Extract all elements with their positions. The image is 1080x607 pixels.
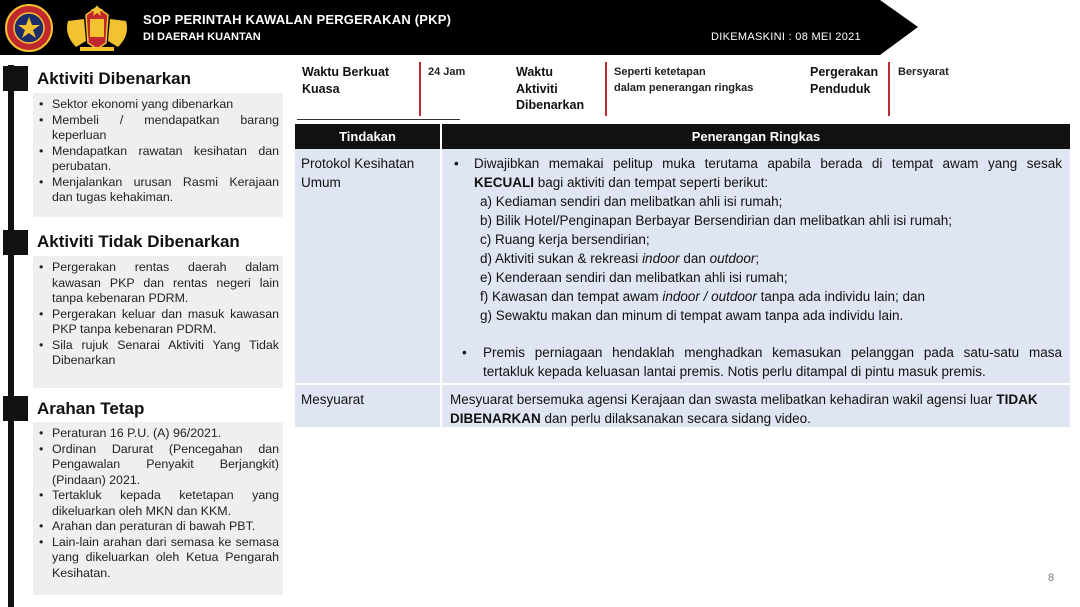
list-item: • Lain-lain arahan dari semasa ke semasa yang dikeluarkan oleh Ketua Pengarah Kesihatan. [39,535,279,582]
list-item: • Membeli / mendapatkan barang keperluan [39,113,279,144]
section-title-aktiviti-tidak-dibenarkan: Aktiviti Tidak Dibenarkan [33,232,240,252]
section-panel-aktiviti-dibenarkan [33,93,283,217]
list-item: • Sektor ekonomi yang dibenarkan [39,97,279,113]
bullet-premis-perniagaan: • Premis perniagaan hendaklah menghadkan kemasukan pelanggan pada satu-satu masa tertakluk kepada keluasan lantai premis. Notis perlu ditampal di pintu masuk premis. [450,343,1062,381]
list-item: • Arahan dan peraturan di bawah PBT. [39,519,279,535]
text-span: dan [679,251,710,266]
list-item: b) Bilik Hotel/Penginapan Berbayar Bersendirian dan melibatkan ahli isi rumah; [480,213,953,228]
text-span: ; [755,251,760,266]
table-row [295,149,1070,385]
column-header-penerangan: Penerangan Ringkas [691,129,821,144]
info-label-line: Dibenarkan [516,98,585,112]
list-item: e) Kenderaan sendiri dan melibatkan ahli isi rumah; [480,270,788,285]
sop-table [295,124,1070,429]
info-pergerakan-penduduk-label [810,64,878,97]
text-span: tanpa ada individu lain; dan [756,289,926,304]
cell-tindakan: Protokol Kesihatan Umum [295,149,442,383]
text-span: f) Kawasan dan tempat awam [480,289,663,304]
kecuali-emphasis: KECUALI [474,175,534,190]
text-span: bagi aktiviti dan tempat seperti berikut: [534,175,769,190]
timeline-marker [3,396,28,421]
info-label-line: Aktiviti [516,81,558,96]
tidak-dibenarkan-emphasis: TIDAK DIBENARKAN [450,392,1038,426]
list-item: • Tertakluk kepada ketetapan yang dikeluarkan oleh MKN dan KKM. [39,488,279,519]
section-panel-arahan-tetap [33,422,283,595]
text-span: dan perlu dilaksanakan secara sidang video. [540,411,811,426]
info-label-line: Waktu [516,65,554,79]
info-divider [605,62,607,116]
list-item: • Pergerakan keluar dan masuk kawasan PKP tanpa kebenaran PDRM. [39,307,279,338]
text-span: Mesyuarat bersemuka agensi Kerajaan dan swasta melibatkan kehadiran wakil agensi luar [450,392,993,407]
page-number: 8 [1048,572,1055,584]
header-subtitle: DI DAERAH KUANTAN [143,31,261,43]
header-banner [0,0,920,55]
timeline-line [8,65,14,607]
bullet-pelitup-muka [450,154,1062,192]
info-underline [297,119,460,120]
text-span: d) Aktiviti sukan & rekreasi [480,251,643,266]
section-title-aktiviti-dibenarkan: Aktiviti Dibenarkan [33,69,191,89]
cell-penerangan [442,385,1070,427]
info-aktiviti-value [614,64,753,96]
header-title: SOP PERINTAH KAWALAN PERGERAKAN (PKP) [143,12,452,27]
list-item: • Menjalankan urusan Rasmi Kerajaan dan tugas kehakiman. [39,175,279,206]
info-label-line: Waktu Berkuat [302,65,390,79]
info-waktu-value: 24 Jam [428,66,466,78]
agency-seal-logo [3,3,55,53]
section-title-arahan-tetap: Arahan Tetap [33,399,144,419]
info-waktu-aktiviti-label [516,64,584,114]
coat-of-arms-logo [60,3,134,53]
text-span: outdoor [709,251,756,266]
list-item: a) Kediaman sendiri dan melibatkan ahli isi rumah; [480,194,783,209]
cell-tindakan: Mesyuarat [295,385,442,427]
info-value-line: dalam penerangan ringkas [614,82,754,94]
text-span: indoor [642,251,680,266]
list-item: • Mendapatkan rawatan kesihatan dan perubatan. [39,144,279,175]
list-item: • Sila rujuk Senarai Aktiviti Yang Tidak Dibenarkan [39,338,279,369]
info-label-line: Penduduk [810,81,871,96]
list-item: g) Sewaktu makan dan minum di tempat awam tanpa ada individu lain. [480,308,904,323]
text-span: indoor / outdoor [662,289,757,304]
section-panel-aktiviti-tidak-dibenarkan [33,256,283,388]
info-value-line: Seperti ketetapan [614,66,706,78]
timeline-marker [3,66,28,91]
list-item: c) Ruang kerja bersendirian; [480,232,650,247]
info-waktu-berkuat-kuasa-label [302,64,389,97]
info-divider [419,62,421,116]
list-item [480,287,1062,306]
list-item: • Peraturan 16 P.U. (A) 96/2021. [39,426,279,442]
table-header-row [295,124,1070,149]
header-arrow-shape [0,0,920,55]
info-divider [888,62,890,116]
exception-list [450,192,1062,325]
text-span: Diwajibkan memakai pelitup muka terutama apabila berada di tempat awam yang sesak [474,156,1062,171]
list-item [480,249,1062,268]
timeline-marker [3,230,28,255]
list-item: • Ordinan Darurat (Pencegahan dan Pengawalan Penyakit Berjangkit) (Pindaan) 2021. [39,442,279,489]
table-row [295,385,1070,429]
info-pergerakan-value: Bersyarat [898,66,949,78]
info-label-line: Pergerakan [810,65,879,79]
list-item: • Pergerakan rentas daerah dalam kawasan PKP dan rentas negeri lain tanpa kebenaran PDRM. [39,260,279,307]
header-updated-date: DIKEMASKINI : 08 MEI 2021 [711,31,861,43]
info-label-line: Kuasa [302,81,340,96]
cell-penerangan [442,149,1070,383]
column-header-tindakan: Tindakan [295,124,442,149]
